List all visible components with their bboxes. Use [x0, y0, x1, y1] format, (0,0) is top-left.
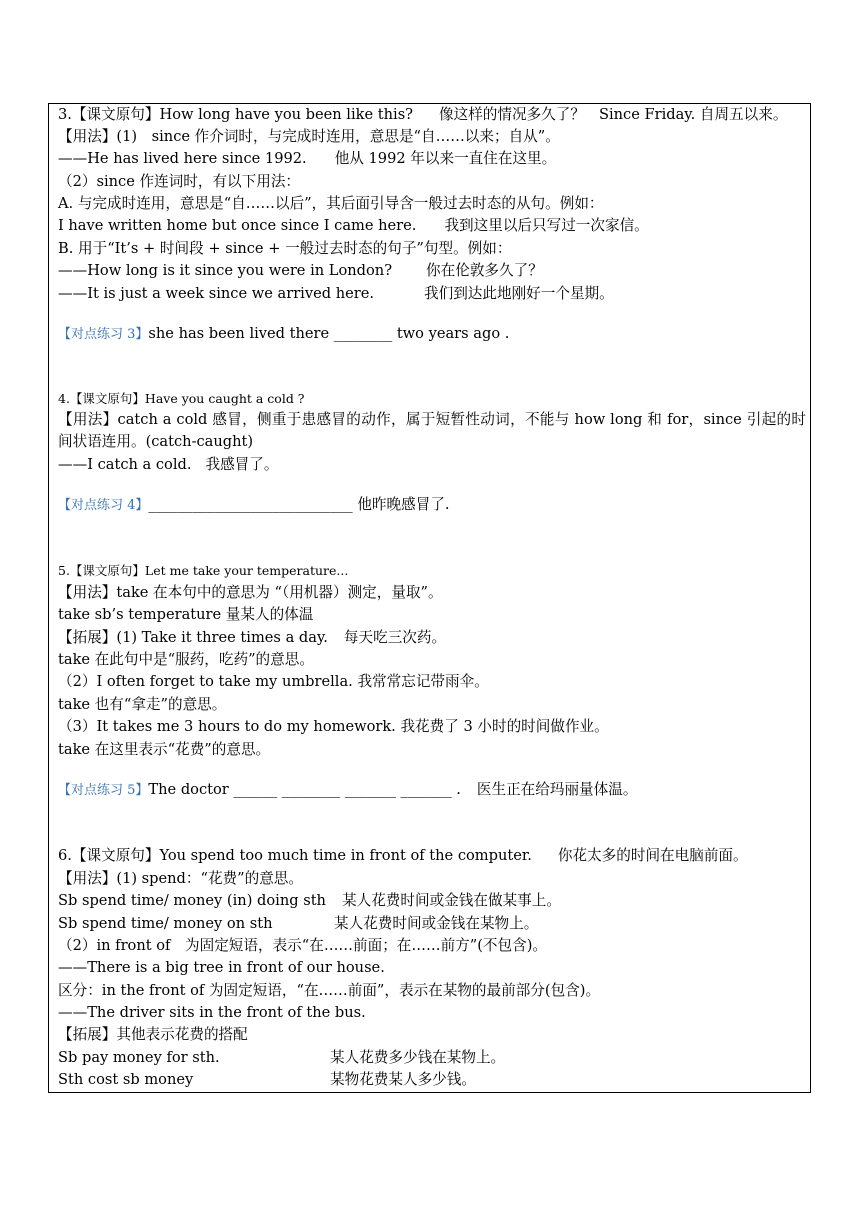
sec3-example-2: I have written home but once since I came here. 我到这里以后只写过一次家信。 [58, 217, 649, 234]
sec6-pattern-3: Sb pay money for sth. 某人花费多少钱在某物上。 [58, 1049, 506, 1066]
sec3-usage-2a: A. 与完成时连用，意思是“自……以后”，其后面引导含一般过去时态的从句。例如： [58, 195, 604, 212]
sec6-extension: 【拓展】其他表示花费的搭配 [58, 1026, 248, 1043]
sec6-pattern-4: Sth cost sb money 某物花费某人多少钱。 [58, 1071, 476, 1088]
sec4-original-sentence: 4.【课文原句】Have you caught a cold ? [58, 391, 305, 406]
sec5-extension-1: 【拓展】(1) Take it three times a day. 每天吃三次药。 [58, 629, 447, 646]
sec5-original-sentence: 5.【课文原句】Let me take your temperature... [58, 563, 349, 578]
sec5-note-1: take 在此句中是“服药，吃药”的意思。 [58, 651, 314, 668]
sec5-extension-2: （2）I often forget to take my umbrella. 我常常忘记带雨伞。 [58, 673, 489, 690]
sec5-note-3: take 在这里表示“花费”的意思。 [58, 741, 271, 758]
sec3-practice: 【对点练习 3】she has been lived there ________ two years ago . [58, 325, 510, 342]
sec3-usage-1: 【用法】(1) since 作介词时，与完成时连用，意思是“自……以来；自从”。 [58, 128, 560, 145]
sec6-pattern-1: Sb spend time/ money (in) doing sth 某人花费时间或金钱在做某事上。 [58, 892, 561, 909]
sec4-example: ——I catch a cold. 我感冒了。 [58, 456, 279, 473]
sec6-usage-2: （2）in front of 为固定短语，表示“在……前面；在……前方”(不包含)。 [58, 937, 547, 954]
sec6-usage-1: 【用法】(1) spend：“花费”的意思。 [58, 870, 303, 887]
sec6-pattern-2: Sb spend time/ money on sth 某人花费时间或金钱在某物上。 [58, 915, 539, 932]
sec3-example-3: ——How long is it since you were in London? 你在伦敦多久了？ [58, 262, 543, 279]
sec6-distinction: 区分：in the front of 为固定短语，“在……前面”，表示在某物的最前部分(包含)。 [58, 982, 601, 999]
sec3-original-sentence: 3.【课文原句】How long have you been like this? 像这样的情况多久了？ Since Friday. 自周五以来。 [58, 106, 788, 123]
sec6-example-1: ——There is a big tree in front of our house. [58, 959, 385, 976]
sec6-example-2: ——The driver sits in the front of the bus. [58, 1004, 366, 1021]
sec4-practice: 【对点练习 4】____________________________ 他昨晚感冒了. [58, 496, 450, 513]
sec4-usage: 【用法】catch a cold 感冒，侧重于患感冒的动作，属于短暂性动词，不能与 how long 和 for，since 引起的时间状语连用。(catch-caught) [58, 411, 806, 450]
sec5-extension-3: （3）It takes me 3 hours to do my homework. 我花费了 3 小时的时间做作业。 [58, 718, 609, 735]
sec5-practice: 【对点练习 5】The doctor ______ ________ _______ _______ . 医生正在给玛丽量体温。 [58, 781, 638, 798]
sec3-usage-2: （2）since 作连词时，有以下用法： [58, 173, 301, 190]
sec5-phrase: take sb’s temperature 量某人的体温 [58, 606, 314, 623]
sec3-example-1: ——He has lived here since 1992. 他从 1992 年以来一直住在这里。 [58, 150, 557, 167]
sec3-example-4: ——It is just a week since we arrived here. 我们到达此地刚好一个星期。 [58, 285, 614, 302]
sec5-note-2: take 也有“拿走”的意思。 [58, 696, 227, 713]
sec6-original-sentence: 6.【课文原句】You spend too much time in front of the computer. 你花太多的时间在电脑前面。 [58, 847, 748, 864]
sec3-usage-2b: B. 用于“It’s + 时间段 + since + 一般过去时态的句子”句型。例如： [58, 240, 512, 257]
sec5-usage: 【用法】take 在本句中的意思为 “（用机器）测定，量取”。 [58, 584, 443, 601]
